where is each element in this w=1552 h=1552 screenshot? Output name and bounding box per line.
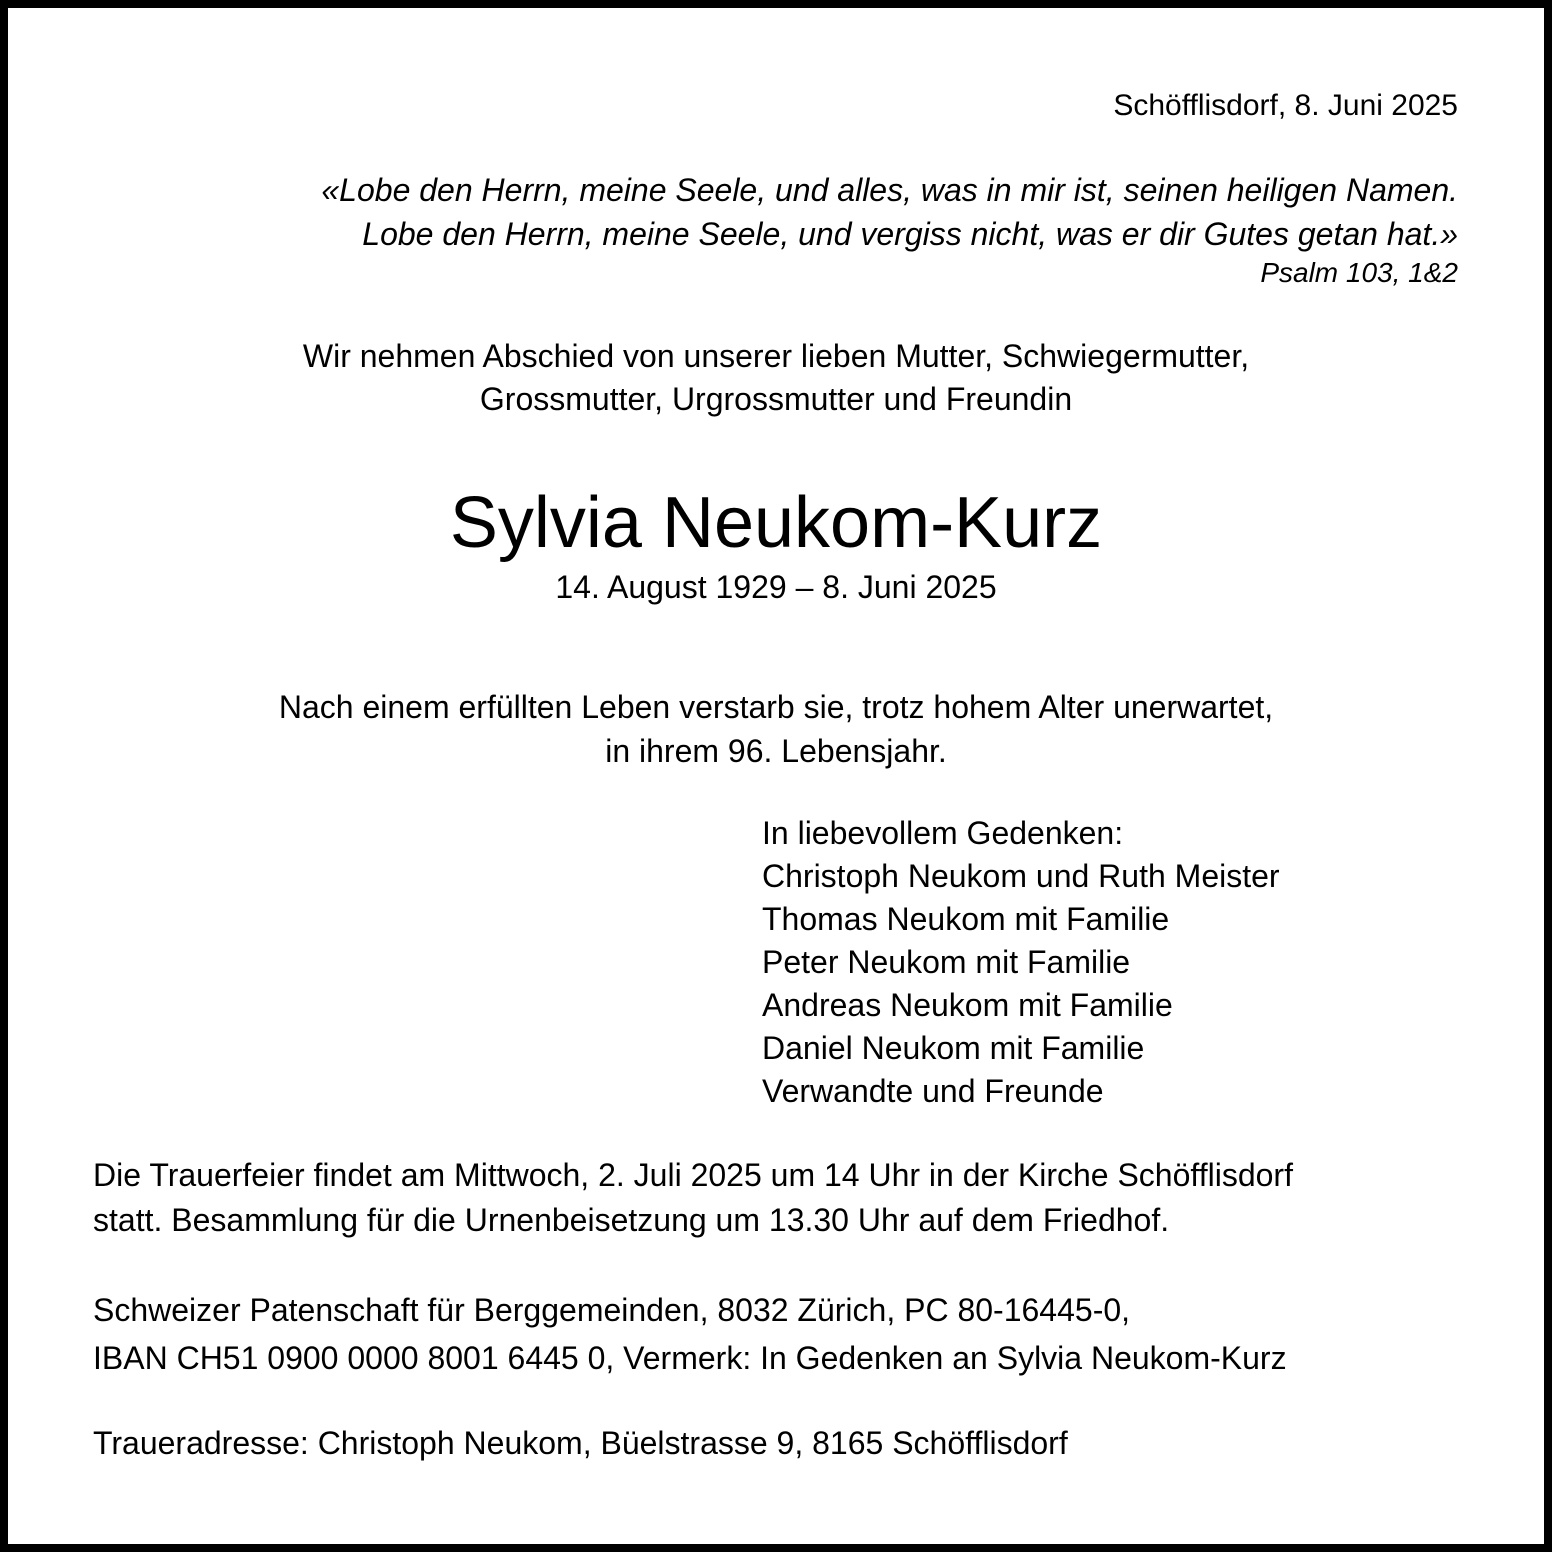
verse-reference: Psalm 103, 1&2 [1260,257,1458,288]
service-line: statt. Besammlung für die Urnenbeisetzung um 13.30 Uhr auf dem Friedhof. [93,1202,1170,1238]
mourners-list [762,812,1280,1113]
mourners-intro: In liebevollem Gedenken: [762,815,1124,851]
deceased-name: Sylvia Neukom-Kurz [449,483,1103,563]
life-dates: 14. August 1929 – 8. Juni 2025 [555,569,997,605]
mourner-name: Peter Neukom mit Familie [762,944,1131,980]
place-date: Schöfflisdorf, 8. Juni 2025 [1113,89,1458,122]
passing-line: in ihrem 96. Lebensjahr. [605,733,947,769]
donation-info [93,1286,1287,1382]
funeral-service-info [93,1153,1293,1243]
mourner-name: Andreas Neukom mit Familie [762,987,1173,1023]
verse-line: «Lobe den Herrn, meine Seele, und alles, was in mir ist, seinen heiligen Namen. [321,172,1458,208]
bible-verse [321,168,1458,256]
service-line: Die Trauerfeier findet am Mittwoch, 2. Juli 2025 um 14 Uhr in der Kirche Schöfflisdorf [93,1157,1293,1193]
mourner-name: Daniel Neukom mit Familie [762,1030,1145,1066]
mourner-name: Verwandte und Freunde [762,1073,1104,1109]
donation-line: IBAN CH51 0900 0000 8001 6445 0, Vermerk: In Gedenken an Sylvia Neukom-Kurz [93,1340,1287,1376]
passing-line: Nach einem erfüllten Leben verstarb sie, trotz hohem Alter unerwartet, [278,689,1274,725]
mourner-name: Christoph Neukom und Ruth Meister [762,858,1280,894]
mourner-name: Thomas Neukom mit Familie [762,901,1170,937]
donation-line: Schweizer Patenschaft für Berggemeinden, 8032 Zürich, PC 80-16445-0, [93,1292,1131,1328]
mourning-address: Traueradresse: Christoph Neukom, Büelstrasse 9, 8165 Schöfflisdorf [93,1425,1068,1461]
farewell-line: Grossmutter, Urgrossmutter und Freundin [479,381,1073,417]
farewell-line: Wir nehmen Abschied von unserer lieben Mutter, Schwiegermutter, [302,338,1250,374]
farewell-text [0,335,1552,421]
verse-line: Lobe den Herrn, meine Seele, und vergiss nicht, was er dir Gutes getan hat.» [362,216,1458,252]
passing-text [0,685,1552,773]
